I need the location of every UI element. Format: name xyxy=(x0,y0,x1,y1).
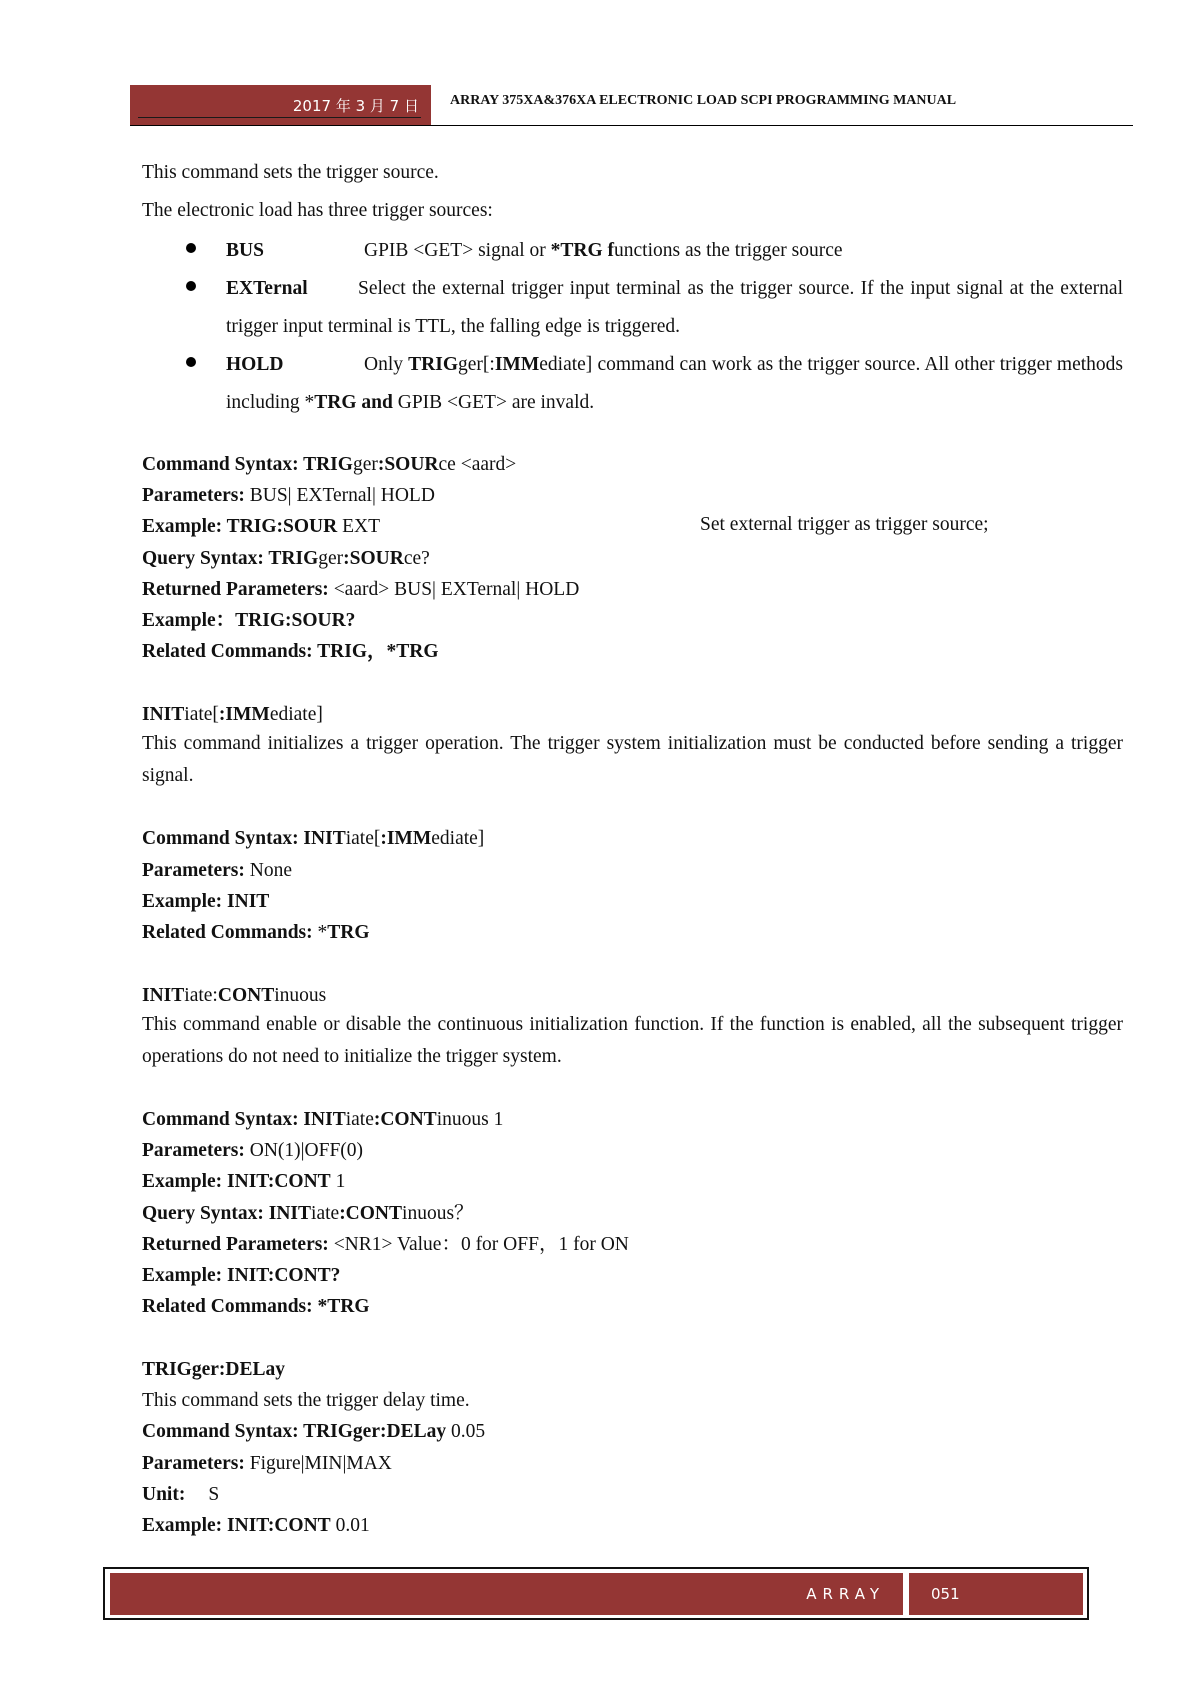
bullet-term: EXTernal xyxy=(226,278,308,299)
trig-source-related: Related Commands: TRIG，*TRG xyxy=(142,641,439,662)
bullet-external: EXTernal Select the external trigger input terminal as the trigger source. If the input signal at the external trigger input terminal is TTL, the falling edge is triggered. xyxy=(226,270,1123,346)
init-cont-params: Parameters: ON(1)|OFF(0) xyxy=(142,1140,364,1161)
trig-delay-unit: Unit: S xyxy=(142,1484,220,1505)
bullet-icon xyxy=(186,243,196,253)
trig-delay-params: Parameters: Figure|MIN|MAX xyxy=(142,1453,392,1474)
bullet-bus: BUS GPIB <GET> signal or *TRG functions as the trigger source xyxy=(226,232,1123,270)
init-cont-related: Related Commands: *TRG xyxy=(142,1296,370,1317)
bullet-term: HOLD xyxy=(226,354,284,375)
footer-brand: ARRAY xyxy=(110,1573,903,1615)
init-imm-params: Parameters: None xyxy=(142,860,292,881)
init-cont-query: Query Syntax: INITiate:CONTinuous？ xyxy=(142,1203,474,1224)
init-imm-syntax: Command Syntax: INITiate[:IMMediate] xyxy=(142,828,485,849)
trig-source-params: Parameters: BUS| EXTernal| HOLD xyxy=(142,485,435,506)
bullet-icon xyxy=(186,281,196,291)
init-cont-example-query: Example: INIT:CONT? xyxy=(142,1265,341,1286)
trig-source-intro: This command sets the trigger source. xyxy=(142,162,439,183)
header-rule xyxy=(130,125,1133,126)
header-title: ARRAY 375XA&376XA ELECTRONIC LOAD SCPI PROGRAMMING MANUAL xyxy=(450,93,957,108)
trig-delay-desc: This command sets the trigger delay time. xyxy=(142,1390,470,1411)
trig-delay-title: TRIGger:DELay xyxy=(142,1359,285,1380)
bullet-term: BUS xyxy=(226,240,264,261)
init-cont-title: INITiate:CONTinuous xyxy=(142,985,327,1006)
init-imm-desc: This command initializes a trigger operation. The trigger system initialization must be conducted before sending a trigger signal. xyxy=(142,733,1123,786)
trig-source-example: Example: TRIG:SOUR EXT xyxy=(142,516,380,537)
init-imm-related: Related Commands: *TRG xyxy=(142,922,370,943)
header-date: 2017 年 3 月 7 日 xyxy=(130,85,431,125)
init-imm-title: INITiate[:IMMediate] xyxy=(142,704,323,725)
trig-delay-syntax: Command Syntax: TRIGger:DELay 0.05 xyxy=(142,1421,486,1442)
trig-source-intro-2: The electronic load has three trigger sources: xyxy=(142,200,493,221)
init-cont-example: Example: INIT:CONT 1 xyxy=(142,1171,346,1192)
header-date-rule xyxy=(138,117,421,118)
trig-source-example-note: Set external trigger as trigger source; xyxy=(700,514,989,535)
trig-source-example-query: Example：TRIG:SOUR? xyxy=(142,610,356,631)
footer-page-number: 051 xyxy=(909,1573,1083,1615)
trig-source-returned: Returned Parameters: <aard> BUS| EXTernal| HOLD xyxy=(142,579,580,600)
init-cont-desc: This command enable or disable the continuous initialization function. If the function is enabled, all the subsequent trigger operations do not need to initialize the trigger system. xyxy=(142,1014,1123,1067)
init-cont-returned: Returned Parameters: <NR1> Value：0 for OFF，1 for ON xyxy=(142,1234,629,1255)
bullet-icon xyxy=(186,357,196,367)
init-cont-syntax: Command Syntax: INITiate:CONTinuous 1 xyxy=(142,1109,504,1130)
trig-source-syntax: Command Syntax: TRIGger:SOURce <aard> xyxy=(142,454,517,475)
init-imm-example: Example: INIT xyxy=(142,891,270,912)
bullet-hold: HOLD Only TRIGger[:IMMediate] command can work as the trigger source. All other trigger methods including *TRG and GPIB <GET> are invald. xyxy=(226,346,1123,422)
trig-delay-example: Example: INIT:CONT 0.01 xyxy=(142,1515,370,1536)
trig-source-query: Query Syntax: TRIGger:SOURce? xyxy=(142,548,430,569)
